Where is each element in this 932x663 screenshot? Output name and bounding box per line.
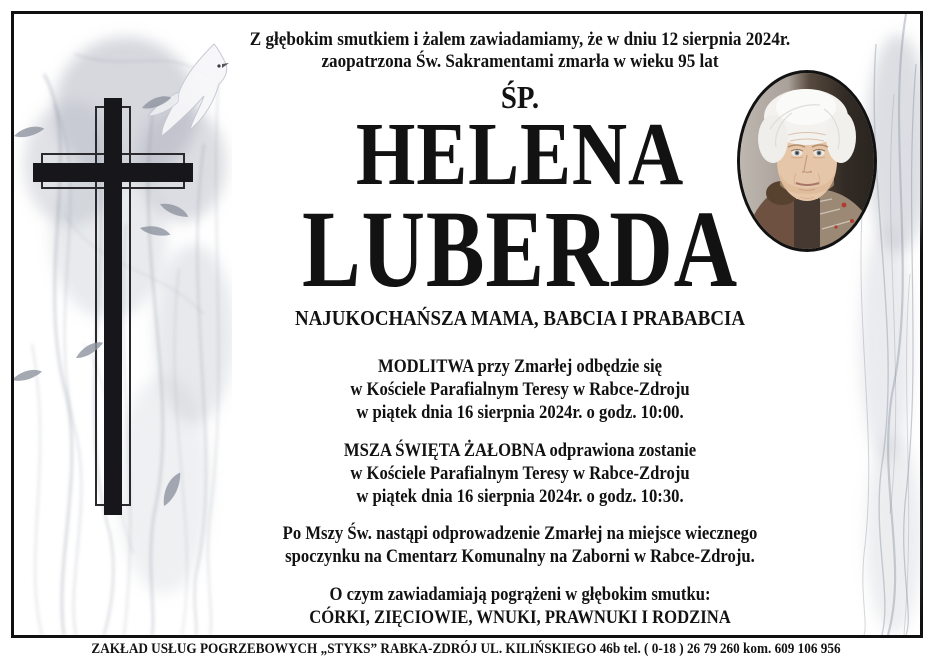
mass-line-3: w piątek dnia 16 sierpnia 2024r. o godz. 10:30. <box>356 487 684 507</box>
procession-paragraph <box>245 523 796 569</box>
procession-line-2: spoczynku na Cmentarz Komunalny na Zaborni w Rabce-Zdroju. <box>285 547 755 567</box>
left-art-panel <box>14 14 232 635</box>
funeral-home-footer: ZAKŁAD USŁUG POGRZEBOWYCH „STYKS” RABKA-ZDRÓJ UL. KILIŃSKIEGO 46b tel. ( 0-18 ) 26 79 260 kom. 609 106 956 <box>91 641 841 657</box>
mass-line-1: MSZA ŚWIĘTA ŻAŁOBNA odprawiona zostanie <box>343 441 697 461</box>
prayer-line-2: w Kościele Parafialnym Teresy w Rabce-Zdroju <box>350 380 690 400</box>
intro-line-2: zaopatrzona Św. Sakramentami zmarła w wieku 95 lat <box>321 51 719 72</box>
mourners-paragraph <box>245 584 796 630</box>
mass-paragraph <box>245 440 796 509</box>
prayer-line-1: MODLITWA przy Zmarłej odbędzie się <box>378 357 662 377</box>
relation-line: NAJUKOCHAŃSZA MAMA, BABCIA I PRABABCIA <box>295 306 745 330</box>
deceased-last-name: LUBERDA <box>302 188 738 310</box>
intro-text <box>245 29 796 73</box>
mourners-line-1: O czym zawiadamiają pogrążeni w głębokim smutku: <box>329 585 711 605</box>
mass-line-2: w Kościele Parafialnym Teresy w Rabce-Zdroju <box>350 464 690 484</box>
intro-line-1: Z głębokim smutkiem i żalem zawiadamiamy, że w dniu 12 sierpnia 2024r. <box>249 29 791 50</box>
prayer-paragraph <box>245 356 796 425</box>
honorific: ŚP. <box>500 79 540 115</box>
procession-line-1: Po Mszy Św. nastąpi odprowadzenie Zmarłej na miejsce wiecznego <box>282 524 758 544</box>
prayer-line-3: w piątek dnia 16 sierpnia 2024r. o godz. 10:00. <box>356 403 684 423</box>
deceased-first-name: HELENA <box>355 105 685 204</box>
announcement-text-column <box>214 0 826 663</box>
mourners-line-2: CÓRKI, ZIĘCIOWIE, WNUKI, PRAWNUKI I RODZINA <box>309 608 731 628</box>
